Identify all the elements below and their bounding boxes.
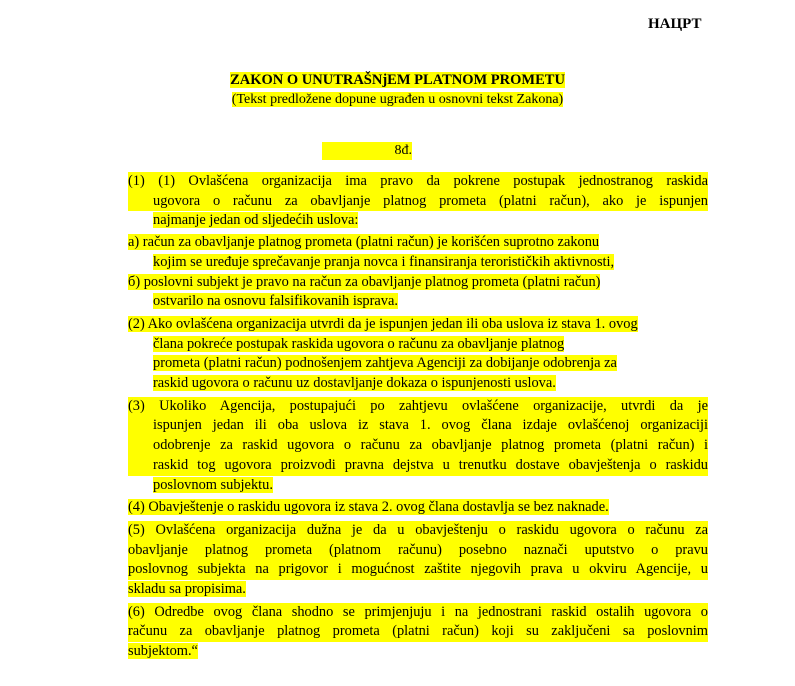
draft-label: НАЦРТ bbox=[648, 16, 702, 32]
paragraph-line: poslovnom subjektu. bbox=[153, 476, 273, 493]
document-body[interactable] bbox=[128, 172, 708, 662]
paragraph-line: a) račun za obavljanje platnog prometa (platni račun) je korišćen suprotno zakonu bbox=[128, 234, 600, 251]
paragraph-line: subjektom.“ bbox=[128, 643, 198, 660]
paragraph-line: (4) Obavještenje o raskidu ugovora iz stava 2. ovog člana dostavlja se bez naknade. bbox=[128, 499, 609, 516]
paragraph-line: (1) (1) Ovlašćena organizacija ima pravo da pokrene postupak jednostranog raskida bbox=[128, 172, 708, 192]
paragraph-line: računu za obavljanje platnog prometa (platni račun) koji su zaključeni sa poslovnim bbox=[128, 622, 708, 642]
paragraph-line: člana pokreće postupak raskida ugovora o računu za obavljanje platnog bbox=[153, 335, 565, 352]
paragraph-line: raskid tog ugovora proizvodi pravna dejstva u trenutku dostave obavještenja o raskidu bbox=[128, 456, 708, 476]
paragraph-1 bbox=[128, 172, 708, 231]
article-number: 8đ. bbox=[322, 142, 412, 160]
law-title-text: ZAKON O UNUTRAŠNjEM PLATNOM PROMETU bbox=[230, 72, 565, 88]
paragraph-line: prometa (platni račun) podnošenjem zahtjeva Agenciji za dobijanje odobrenja za bbox=[153, 355, 617, 372]
paragraph-line: poslovnog subjekta na prigovor i mogućnost zaštite njegovih prava u okviru Agencije, u bbox=[128, 560, 708, 580]
law-subtitle-text: (Tekst predložene dopune ugrađen u osnovni tekst Zakona) bbox=[231, 92, 564, 107]
paragraph-line: najmanje jedan od sljedećih uslova: bbox=[153, 212, 359, 229]
paragraph-line: kojim se uređuje sprečavanje pranja novca i finansiranja terorističkih aktivnosti, bbox=[153, 253, 615, 270]
paragraph-line: б) poslovni subjekt je pravo na račun za obavljanje platnog prometa (platni račun) bbox=[128, 273, 601, 290]
paragraph-line: raskid ugovora o računu uz dostavljanje dokaza o ispunjenosti uslova. bbox=[153, 375, 556, 392]
paragraph-item-a bbox=[128, 233, 708, 272]
paragraph-line: (5) Ovlašćena organizacija dužna je da u obavještenju o raskidu ugovora o računu za bbox=[128, 521, 708, 541]
paragraph-line: ispunjen jedan ili oba uslova iz stava 1. ovog člana izdaje ovlašćenoj organizaciji bbox=[128, 416, 708, 436]
paragraph-line: ugovora o računu za obavljanje platnog prometa (platni račun), ako je ispunjen bbox=[128, 192, 708, 212]
paragraph-5 bbox=[128, 521, 708, 600]
paragraph-line: (3) Ukoliko Agencija, postupajući po zahtjevu ovlašćene organizacije, utvrdi da je bbox=[128, 397, 708, 417]
paragraph-3 bbox=[128, 397, 708, 496]
paragraph-6 bbox=[128, 603, 708, 662]
paragraph-line: (6) Odredbe ovog člana shodno se primjenjuju i na jednostrani raskid ostalih ugovora o bbox=[128, 603, 708, 623]
paragraph-line: (2) Ako ovlašćena organizacija utvrdi da je ispunjen jedan ili oba uslova iz stava 1. ovog bbox=[128, 315, 638, 332]
paragraph-2 bbox=[128, 315, 708, 394]
paragraph-line: skladu sa propisima. bbox=[128, 581, 246, 598]
paragraph-line: ostvarilo na osnovu falsifikovanih isprava. bbox=[153, 293, 398, 310]
paragraph-4 bbox=[128, 498, 708, 518]
paragraph-line: odobrenje za raskid ugovora o računu za obavljanje platnog prometa (platni račun) i bbox=[128, 436, 708, 456]
paragraph-line: obavljanje platnog prometa (platnom računu) posebno naznači uputstvo o pravu bbox=[128, 541, 708, 561]
law-title bbox=[0, 72, 795, 89]
paragraph-item-b bbox=[128, 273, 708, 312]
law-subtitle bbox=[0, 92, 795, 108]
